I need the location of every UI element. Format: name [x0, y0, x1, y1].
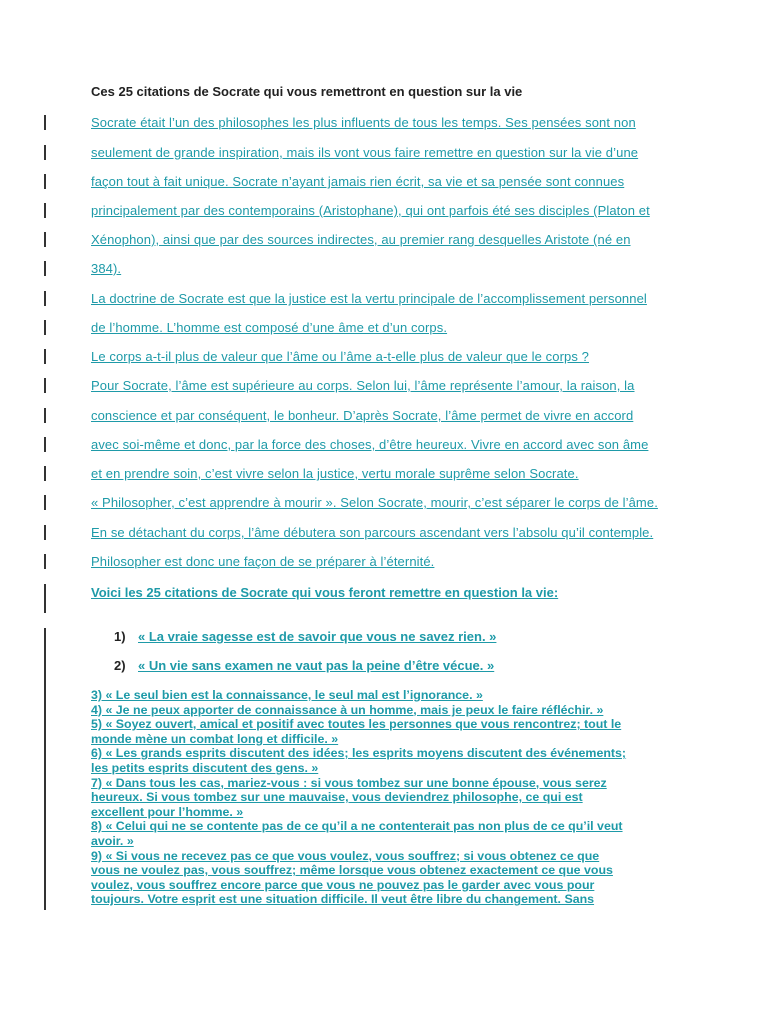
margin-change-bar	[44, 584, 46, 613]
body-text-line[interactable]: seulement de grande inspiration, mais ils vont vous faire remettre en question sur la vie d’une	[91, 145, 639, 160]
body-text-line[interactable]: Philosopher est donc une façon de se préparer à l’éternité.	[91, 554, 435, 569]
quote-line[interactable]: 9) « Si vous ne recevez pas ce que vous voulez, vous souffrez; si vous obtenez ce que	[91, 848, 600, 863]
margin-change-bar	[44, 261, 46, 276]
margin-change-bar	[44, 437, 46, 452]
margin-change-bar	[44, 232, 46, 247]
margin-change-bar	[44, 525, 46, 540]
quote-line[interactable]: 4) « Je ne peux apporter de connaissance à un homme, mais je peux le faire réfléchir. »	[91, 702, 604, 717]
body-text-line[interactable]: La doctrine de Socrate est que la justice est la vertu principale de l’accomplissement personnel	[91, 291, 647, 306]
quote-line[interactable]: vous ne voulez pas, vous souffrez; même lorsque vous obtenez exactement ce que vous	[91, 863, 613, 878]
body-text-line[interactable]: Pour Socrate, l’âme est supérieure au corps. Selon lui, l’âme représente l’amour, la raison, la	[91, 378, 635, 393]
quote-line[interactable]: 3) « Le seul bien est la connaissance, le seul mal est l’ignorance. »	[91, 688, 483, 702]
quote-line[interactable]: 5) « Soyez ouvert, amical et positif avec toutes les personnes que vous rencontrez; tout le	[91, 717, 622, 732]
quote-line[interactable]: voulez, vous souffrez encore parce que vous ne pouvez pas le garder avec vous pour	[91, 877, 595, 892]
margin-change-bar	[44, 466, 46, 481]
body-text-line[interactable]: avec soi-même et donc, par la force des choses, d’être heureux. Vivre en accord avec son âme	[91, 437, 649, 452]
quotes-heading[interactable]: Voici les 25 citations de Socrate qui vous feront remettre en question la vie:	[91, 585, 559, 600]
quote-line[interactable]: 7) « Dans tous les cas, mariez-vous : si vous tombez sur une bonne épouse, vous serez	[91, 775, 607, 790]
list-number: 2)	[114, 658, 126, 673]
margin-change-bar	[44, 291, 46, 306]
body-text-line[interactable]: de l’homme. L’homme est composé d’une âme et d’un corps.	[91, 320, 448, 335]
margin-change-bar	[44, 145, 46, 160]
body-text-line[interactable]: Le corps a-t-il plus de valeur que l’âme ou l’âme a-t-elle plus de valeur que le corps ?	[91, 349, 590, 364]
quote-link[interactable]: « La vraie sagesse est de savoir que vous ne savez rien. »	[138, 629, 497, 644]
body-text-line[interactable]: Xénophon), ainsi que par des sources indirectes, au premier rang desquelles Aristote (né en	[91, 232, 631, 247]
margin-change-bar	[44, 349, 46, 364]
body-text-line[interactable]: En se détachant du corps, l’âme débutera son parcours ascendant vers l’absolu qu’il contemple.	[91, 525, 654, 540]
quote-line[interactable]: les petits esprits discutent des gens. »	[91, 761, 319, 775]
quote-link[interactable]: « Un vie sans examen ne vaut pas la peine d’être vécue. »	[138, 658, 495, 673]
body-text-line[interactable]: Socrate était l’un des philosophes les plus influents de tous les temps. Ses pensées sont non	[91, 115, 636, 130]
quote-line[interactable]: toujours. Votre esprit est une situation difficile. Il veut être libre du changement. Sans	[91, 892, 595, 907]
margin-change-bar	[44, 628, 46, 910]
body-text-line[interactable]: et en prendre soin, c’est vivre selon la justice, vertu morale suprême selon Socrate.	[91, 466, 579, 481]
body-text-line[interactable]: « Philosopher, c’est apprendre à mourir ». Selon Socrate, mourir, c’est séparer le corps de l’âme.	[91, 495, 658, 510]
margin-change-bar	[44, 495, 46, 510]
quote-line[interactable]: heureux. Si vous tombez sur une mauvaise, vous deviendrez philosophe, ce qui est	[91, 790, 583, 805]
quote-line[interactable]: monde mène un combat long et difficile. »	[91, 731, 339, 746]
list-number: 1)	[114, 629, 126, 644]
body-text-line[interactable]: conscience et par conséquent, le bonheur. D’après Socrate, l’âme permet de vivre en accord	[91, 408, 634, 423]
quote-line[interactable]: avoir. »	[91, 834, 134, 848]
quote-line[interactable]: 8) « Celui qui ne se contente pas de ce qu’il a ne contenterait pas non plus de ce qu’il veut	[91, 819, 623, 834]
margin-change-bar	[44, 174, 46, 189]
margin-change-bar	[44, 554, 46, 569]
quote-line[interactable]: excellent pour l’homme. »	[91, 804, 244, 819]
margin-change-bar	[44, 203, 46, 218]
body-text-line[interactable]: façon tout à fait unique. Socrate n’ayant jamais rien écrit, sa vie et sa pensée sont connues	[91, 174, 625, 189]
margin-change-bar	[44, 378, 46, 393]
document-title: Ces 25 citations de Socrate qui vous remettront en question sur la vie	[91, 84, 523, 99]
margin-change-bar	[44, 115, 46, 130]
margin-change-bar	[44, 320, 46, 335]
body-text-line[interactable]: 384).	[91, 261, 122, 276]
margin-change-bar	[44, 408, 46, 423]
body-text-line[interactable]: principalement par des contemporains (Aristophane), qui ont parfois été ses disciples (Platon et	[91, 203, 650, 218]
quote-line[interactable]: 6) « Les grands esprits discutent des idées; les esprits moyens discutent des événements;	[91, 746, 627, 761]
